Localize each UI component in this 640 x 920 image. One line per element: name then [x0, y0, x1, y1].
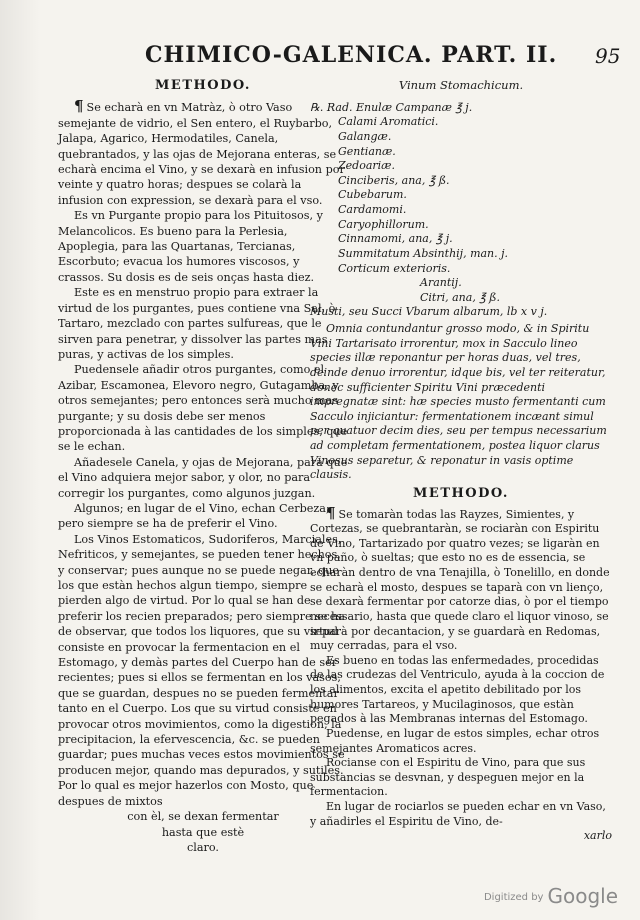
running-title: CHIMICO-GALENICA. PART. II.: [145, 42, 558, 68]
digitized-by-label: Digitized by: [483, 892, 544, 903]
tail-line: claro.: [187, 840, 219, 854]
recipe-line: Cinnamomi, ana, ℥ j.: [338, 232, 453, 246]
page-header: [0, 42, 640, 72]
recipe-line: Citri, ana, ℥ ß.: [420, 290, 501, 304]
paragraph: Los Vinos Estomaticos, Sudoriferos, Marciales, Nefriticos, y semejantes, se pueden tener hechos, y conservar; pues aunque no se puede negar, que los que estàn hechos algun tiempo, siempre pierden algo de virtud. Por lo qual se han de preferir los recien preparados; pero siempre se ha de observar, que todos los liquores, que su virtud consiste en provocar la fermentacion en el Estomago, y demàs partes del Cuerpo han de ser recientes; pues si ellos se fermentan en los vasos, que se guardan, despues no se pueden fermentar tanto en el Cuerpo. Los que su virtud consiste en provocar otros movimientos, como la digestion, la precipitacion, la efervescencia, &c. se pueden guardar; pues muchas veces estos movimientos se producen mejor, quando mas depurados, y sutiles. Por lo qual es mejor hazerlos con Mosto, que despues de mixtos: [58, 532, 345, 808]
paragraph: En lugar de rociarlos se pueden echar en vn Vaso, y añadirles el Espiritu de Vino, de-: [310, 800, 606, 828]
paragraph: Puedensele añadir otros purgantes, como el Azibar, Escamonea, Elevoro negro, Gutagamba, y otros semejantes; pero entonces serà mucho mas purgante; y su dosis debe ser menos proporcionada à las cantidades de los simples, que se le echan.: [58, 363, 348, 454]
page-gutter-shadow: [0, 0, 40, 920]
recipe-title: Vinum Stomachicum.: [398, 78, 524, 92]
recipe-line: Summitatum Absinthij, man. j.: [338, 246, 509, 260]
paragraph: Añadesele Canela, y ojas de Mejorana, para que el Vino adquiera mejor sabor, y olor, no para corregir los purgantes, como algunos juzgan.: [58, 455, 348, 500]
recipe-line: Calami Aromatici.: [338, 115, 439, 129]
recipe-line: Corticum exterioris.: [338, 261, 451, 275]
page-number: 95: [595, 44, 621, 68]
recipe-instructions: Omnia contundantur grosso modo, & in Spiritu Vini Tartarisato irrorentur, mox in Sacculo lineo species illæ reponantur per horas duas, vel tres, deinde denuo irrorentur, idque bis, vel ter reiteratur, donec sufficienter Spiritu Vini præcedenti impregnatæ sint: hæ species musto fermentanti cum Sacculo injiciantur: fermentationem incæant simul per quatuor decim dies, seu per tempus necessarium ad completam fermentationem, postea liquor clarus Vinosus separetur, & reponatur in vasis optime clausis.: [310, 322, 607, 482]
paragraph: ¶ Se tomaràn todas las Rayzes, Simientes, y Cortezas, se quebrantaràn, se rociaràn con Espiritu de Vino, Tartarizado por quatro vezes; se ligaràn en vn paño, ò sueltas; que esto no es de essencia, se echaràn dentro de vna Tenajilla, ò Tonelillo, en donde se echarà el mosto, despues se taparà con vn lienço, se dexarà fermentar por catorze dias, ò por el tiempo necessario, hasta que quede claro el liquor vinoso, se separà por decantacion, y se guardarà en Redomas, muy cerradas, para el vso.: [310, 503, 610, 653]
left-heading: METHODO.: [155, 78, 251, 93]
tail-line: con èl, se dexan fermentar: [127, 810, 279, 824]
paragraph: ¶ Se echarà en vn Matràz, ò otro Vaso semejante de vidrio, el Sen entero, el Ruybarbo, Jalapa, Agarico, Hermodatiles, Canela, quebrantados, y las ojas de Mejorana enteras, se echarà encima el Vino, y se dexarà en infusion por veinte y quatro horas; despues se colarà la infusion con expression, se dexarà para el vso.: [58, 97, 345, 207]
paragraph: Rocianse con el Espiritu de Vino, para que sus substancias se desvnan, y despeguen mejor en la fermentacion.: [310, 756, 586, 799]
pilcrow-icon: ¶: [326, 503, 336, 522]
recipe-line: Caryophillorum.: [338, 217, 429, 231]
paragraph: Puedense, en lugar de estos simples, echar otros semejantes Aromaticos acres.: [310, 726, 600, 755]
pilcrow-icon: ¶: [74, 97, 84, 116]
recipe-line: Cardamomi.: [338, 203, 407, 216]
recipe-line: Arantij.: [420, 276, 462, 290]
recipe-line: Cubebarum.: [338, 188, 407, 202]
left-column: [58, 78, 348, 855]
right-column: [310, 78, 612, 844]
paragraph: Es vn Purgante propio para los Pituitosos, y Melancolicos. Es bueno para la Perlesia, Apoplegia, para las Quartanas, Tercianas, Escorbuto; evacua los humores viscosos, y crassos. Su dosis es de seis onças hasta diez.: [58, 209, 323, 284]
tail-line: hasta que estè: [161, 825, 245, 839]
paragraph: Es bueno en todas las enfermedades, procedidas de las crudezas del Ventriculo, ayuda à la coccion de los alimentos, excita el apetito debilitado por los humores Tartareos, y Mucilaginosos, que estàn pegados à las Membranas internas del Estomago.: [310, 653, 605, 726]
paragraph-tail: [58, 809, 348, 855]
google-watermark: [484, 884, 618, 908]
catchword: xarlo: [583, 829, 612, 843]
right-heading: METHODO.: [413, 485, 509, 501]
paragraph: Este es en menstruo propio para extraer la virtud de los purgantes, pues contiene vna Sal, ò Tartaro, mezclado con partes sulfureas, que le sirven para penetrar, y dissolver las partes mas puras, y activas de los simples.: [58, 286, 336, 361]
paragraph: Algunos; en lugar de el Vino, echan Cerbeza; pero siempre se ha de preferir el Vino.: [58, 501, 330, 531]
recipe-line: ℞. Rad. Enulæ Campanæ ℥ j.: [310, 100, 473, 114]
recipe-line: Zedoariæ.: [338, 159, 395, 173]
recipe-list: [310, 101, 612, 320]
recipe-line: Musti, seu Succi Vbarum albarum, lb x v j.: [310, 305, 548, 319]
recipe-line: Cinciberis, ana, ℥ ß.: [338, 173, 450, 187]
google-logo: Google: [547, 884, 618, 908]
recipe-line: Galangæ.: [338, 129, 392, 143]
recipe-line: Gentianæ.: [338, 144, 396, 158]
